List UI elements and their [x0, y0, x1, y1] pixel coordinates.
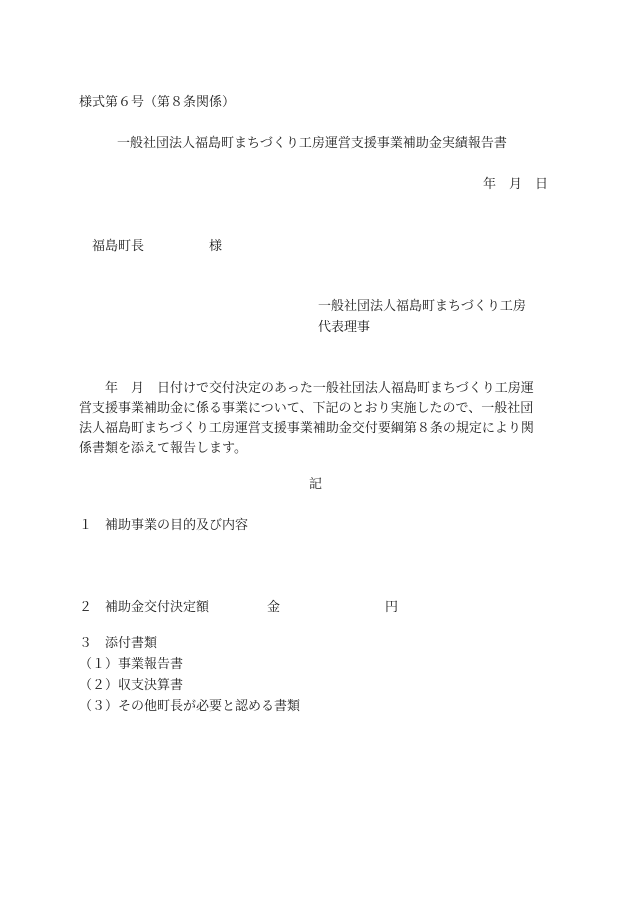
attachment-item: （１）事業報告書	[79, 657, 184, 672]
item-grant-amount-label: ２ 補助金交付決定額	[79, 600, 210, 615]
ki-heading: 記	[309, 477, 323, 492]
body-line: 係書類を添えて報告します。	[79, 441, 247, 456]
body-line: 法人福島町まちづくり工房運営支援事業補助金交付要綱第８条の規定により関	[79, 421, 534, 436]
item-grant-amount	[79, 600, 399, 615]
item-purpose-content: １ 補助事業の目的及び内容	[79, 518, 249, 533]
attachment-item: （３）その他町長が必要と認める書類	[79, 699, 301, 714]
recipient: 福島町長 様	[92, 239, 223, 254]
body-line: 営支援事業補助金に係る事業について、下記のとおり実施したので、一般社団	[79, 401, 534, 416]
attachment-item: （２）収支決算書	[79, 678, 184, 693]
form-number: 様式第６号（第８条関係）	[79, 95, 236, 110]
amount-prefix: 金	[267, 600, 281, 615]
amount-unit: 円	[385, 600, 399, 615]
item-attachments-heading: ３ 添付書類	[79, 636, 158, 651]
report-body	[79, 379, 552, 459]
document-title: 一般社団法人福島町まちづくり工房運営支援事業補助金実績報告書	[117, 136, 507, 151]
applicant-organization: 一般社団法人福島町まちづくり工房	[318, 299, 526, 314]
body-line: 年 月 日付けで交付決定のあった一般社団法人福島町まちづくり工房運	[105, 381, 534, 396]
date-line: 年 月 日	[483, 177, 549, 192]
applicant-role: 代表理事	[318, 320, 371, 335]
